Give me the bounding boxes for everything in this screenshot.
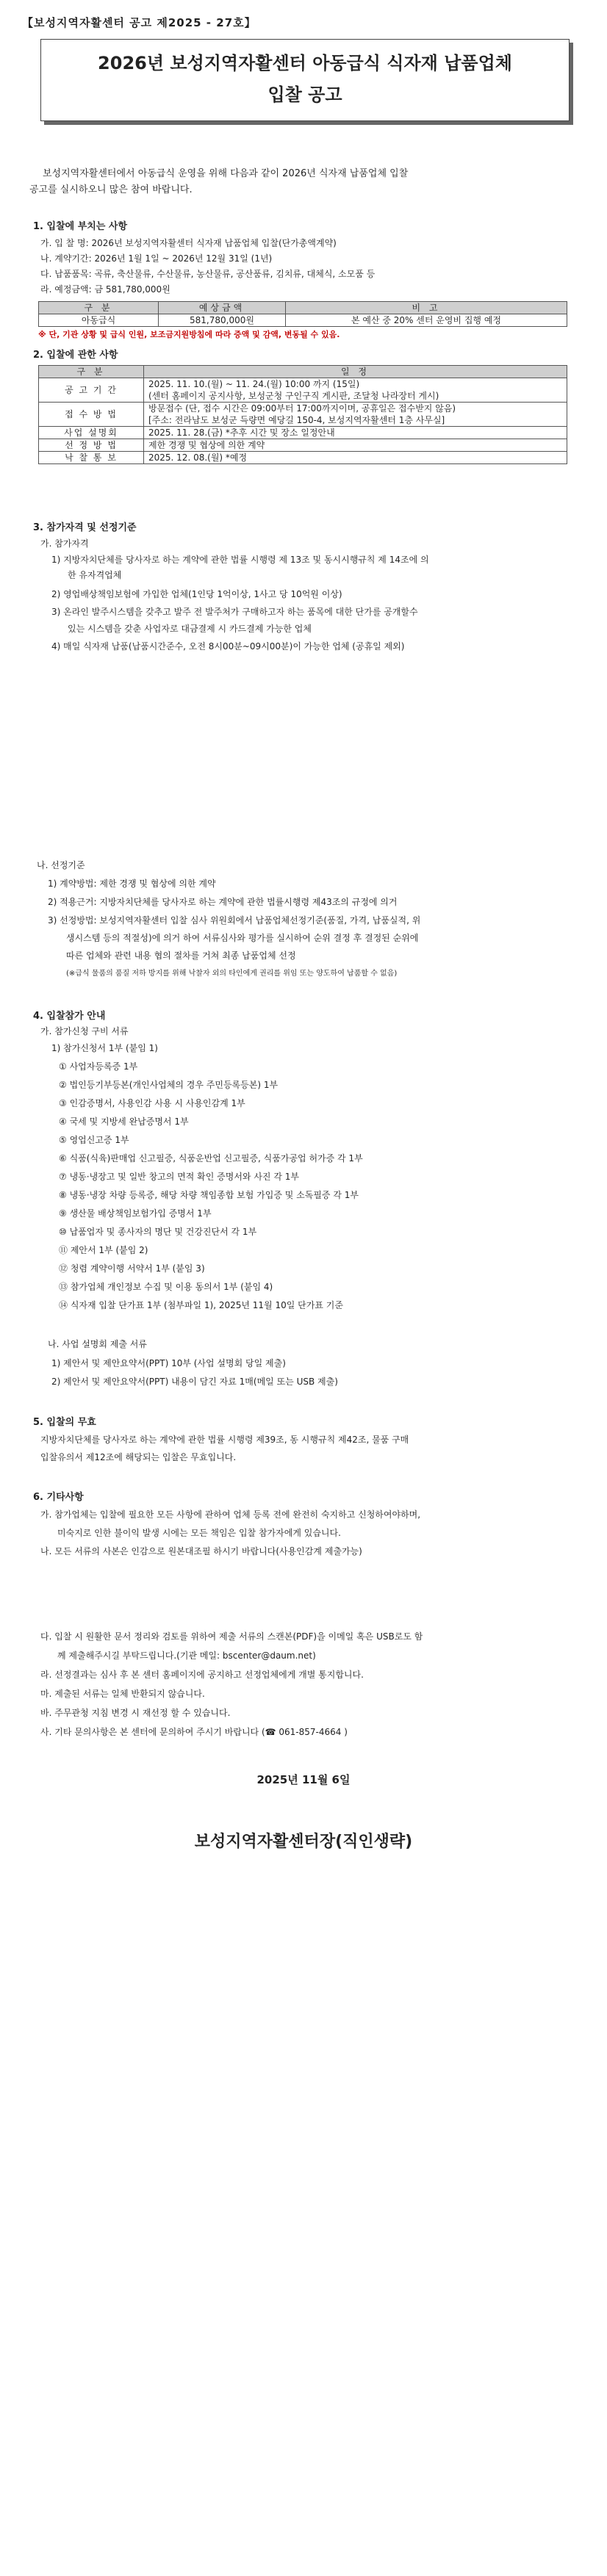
s1-item: 가. 입 찰 명: 2026년 보성지역자활센터 식자재 납품업체 입찰(단가총액계약) — [40, 238, 337, 248]
s1-item: 다. 납품품목: 곡류, 축산물류, 수산물류, 농산물류, 공산품류, 김치류, 대체식, 소모품 등 — [40, 269, 376, 279]
s4-a-sub: 1) 참가신청서 1부 (붙임 1) — [51, 1043, 158, 1053]
s6-line: 가. 참가업체는 입찰에 필요한 모든 사항에 관하여 업체 등록 전에 완전히 숙지하고 신청하여야하며, — [40, 1509, 421, 1520]
table-row-label: 낙 찰 통 보 — [39, 452, 144, 464]
s4-b-item: 1) 제안서 및 제안요약서(PPT) 10부 (사업 설명회 당일 제출) — [51, 1358, 286, 1368]
table-cell: 제한 경쟁 및 협상에 의한 계약 — [144, 439, 567, 452]
schedule-table — [38, 365, 567, 464]
intro-line-2: 공고를 실시하오니 많은 참여 바랍니다. — [29, 184, 193, 195]
s4-doc: ⑤ 영업신고증 1부 — [59, 1135, 129, 1145]
s6-line: 나. 모든 서류의 사본은 인감으로 원본대조필 하시기 바랍니다(사용인감계 제출가능) — [40, 1546, 362, 1556]
s5-line: 지방자치단체를 당사자로 하는 계약에 관한 법률 시행령 제39조, 동 시행규칙 제42조, 물품 구매 — [40, 1435, 409, 1445]
s4-a-title: 가. 참가신청 구비 서류 — [40, 1026, 129, 1036]
section3-heading: 3. 참가자격 및 선정기준 — [33, 522, 137, 533]
s3-a-item: 있는 시스템을 갖춘 사업자로 대금결제 시 카드결제 가능한 업체 — [68, 624, 312, 634]
s3-a-item: 2) 영업배상책임보험에 가입한 업체(1인당 1억이상, 1사고 당 10억원 이상) — [51, 589, 342, 599]
table-cell: 아동급식 — [39, 314, 159, 327]
s3-b-note: (※급식 물품의 품질 저하 방지를 위해 낙찰자 외의 타인에게 권리를 위임 또는 양도하여 납품할 수 없음) — [66, 970, 398, 978]
title-box — [40, 39, 570, 121]
budget-note: ※ 단, 기관 상황 및 급식 인원, 보조금지원방침에 따라 증액 및 감액, 변동될 수 있음. — [38, 330, 340, 339]
s5-line: 입찰유의서 제12조에 해당되는 입찰은 무효입니다. — [40, 1452, 237, 1462]
s3-a-item: 한 유자격업체 — [68, 570, 122, 580]
signature: 보성지역자활센터장(직인생략) — [194, 1833, 413, 1851]
s3-a-item: 1) 지방자치단체를 당사자로 하는 계약에 관한 법률 시행령 제 13조 및 동시시행규칙 제 14조에 의 — [51, 555, 429, 565]
section6-heading: 6. 기타사항 — [33, 1492, 84, 1503]
table-cell: 2025. 11. 28.(금) *추후 시간 및 장소 일정안내 — [144, 427, 567, 439]
s6-line: 사. 기타 문의사항은 본 센터에 문의하여 주시기 바랍니다 (☎ 061-857-4664 ) — [40, 1727, 348, 1737]
table-cell: 본 예산 중 20% 센터 운영비 집행 예정 — [286, 314, 567, 327]
s4-doc: ⑥ 식품(식육)판매업 신고필증, 식품운반업 신고필증, 식품가공업 허가증 각 1부 — [59, 1153, 363, 1163]
s4-doc: ⑦ 냉동·냉장고 및 일반 창고의 면적 확인 증명서와 사진 각 1부 — [59, 1172, 299, 1182]
s3-b-item: 1) 계약방법: 제한 경쟁 및 협상에 의한 계약 — [48, 878, 216, 889]
section4-heading: 4. 입찰참가 안내 — [33, 1011, 106, 1022]
s3-b-item: 따른 업체와 관련 내용 협의 절차를 거쳐 최종 납품업체 선정 — [66, 950, 296, 961]
intro-line-1: 보성지역자활센터에서 아동급식 운영을 위해 다음과 같이 2026년 식자재 납품업체 입찰 — [43, 168, 409, 179]
s4-doc: ⑬ 참가업체 개인정보 수집 및 이용 동의서 1부 (붙임 4) — [59, 1282, 273, 1292]
s4-b-title: 나. 사업 설명회 제출 서류 — [48, 1339, 147, 1349]
notice-number: 【보성지역자활센터 공고 제2025 - 27호】 — [22, 16, 256, 29]
s4-doc: ⑨ 생산물 배상책임보험가입 증명서 1부 — [59, 1208, 212, 1219]
s4-doc: ⑩ 납품업자 및 종사자의 명단 및 건강진단서 각 1부 — [59, 1227, 257, 1237]
s4-doc: ⑭ 식자재 입찰 단가표 1부 (첨부파일 1), 2025년 11월 10일 단가표 기준 — [59, 1300, 343, 1310]
s4-doc: ③ 인감증명서, 사용인감 사용 시 사용인감계 1부 — [59, 1098, 245, 1108]
table-row-label: 선 정 방 법 — [39, 439, 144, 452]
s6-line: 미숙지로 인한 불이익 발생 시에는 모든 책임은 입찰 참가자에게 있습니다. — [57, 1528, 341, 1538]
table-header: 예상금액 — [159, 302, 286, 314]
table-cell: 581,780,000원 — [159, 314, 286, 327]
s3-b-item: 생시스템 등의 적절성)에 의거 하여 서류심사와 평가를 실시하여 순위 결정 후 결정된 순위에 — [66, 933, 419, 943]
budget-table — [38, 301, 567, 327]
table-row-label: 사업 설명회 — [39, 427, 144, 439]
table-header: 비 고 — [286, 302, 567, 314]
table-cell: 2025. 11. 10.(월) ~ 11. 24.(월) 10:00 까지 (15일) (센터 홈페이지 공지사항, 보성군청 구인구직 게시판, 조달청 나라장터 게시) — [144, 378, 567, 403]
s6-line: 마. 제출된 서류는 일체 반환되지 않습니다. — [40, 1689, 205, 1699]
notice-date: 2025년 11월 6일 — [256, 1773, 351, 1786]
s1-item: 라. 예정금액: 금 581,780,000원 — [40, 284, 170, 295]
s6-line: 라. 선정결과는 심사 후 본 센터 홈페이지에 공지하고 선정업체에게 개별 통지합니다. — [40, 1670, 364, 1680]
title-line-1: 2026년 보성지역자활센터 아동급식 식자재 납품업체 — [98, 53, 512, 73]
s3-a-title: 가. 참가자격 — [40, 538, 89, 549]
table-cell: 방문접수 (단, 접수 시간은 09:00부터 17:00까지이며, 공휴일은 접수받지 않음) [주소: 전라남도 보성군 득량면 예당길 150-4, 보성지역자활센터 1층 사무실] — [144, 403, 567, 427]
s1-item: 나. 계약기간: 2026년 1월 1일 ~ 2026년 12월 31일 (1년) — [40, 253, 273, 264]
title-line-2: 입찰 공고 — [267, 84, 342, 105]
table-header: 일 정 — [144, 366, 567, 378]
s4-doc: ② 법인등기부등본(개인사업체의 경우 주민등록등본) 1부 — [59, 1080, 279, 1090]
table-row-label: 공 고 기 간 — [39, 378, 144, 403]
s4-doc: ④ 국세 및 지방세 완납증명서 1부 — [59, 1116, 189, 1127]
s3-b-item: 2) 적용근거: 지방자치단체를 당사자로 하는 계약에 관한 법률시행령 제43조의 규정에 의거 — [48, 897, 398, 907]
s6-line: 바. 주무관청 지침 변경 시 재선정 할 수 있습니다. — [40, 1708, 231, 1718]
s4-b-item: 2) 제안서 및 제안요약서(PPT) 내용이 담긴 자료 1매(메일 또는 USB 제출) — [51, 1377, 338, 1387]
section1-heading: 1. 입찰에 부치는 사항 — [33, 221, 128, 232]
section2-heading: 2. 입찰에 관한 사항 — [33, 350, 118, 361]
table-header: 구 분 — [39, 366, 144, 378]
s6-line: 다. 입찰 시 원활한 문서 정리와 검토를 위하여 제출 서류의 스캔본(PDF)을 이메일 혹은 USB로도 함 — [40, 1631, 423, 1642]
table-header: 구 분 — [39, 302, 159, 314]
s4-doc: ① 사업자등록증 1부 — [59, 1061, 138, 1072]
s4-doc: ⑫ 청렴 계약이행 서약서 1부 (붙임 3) — [59, 1263, 205, 1274]
s3-a-item: 4) 매일 식자재 납품(납품시간준수, 오전 8시00분~09시00분)이 가능한 업체 (공휴일 제외) — [51, 641, 405, 652]
s4-doc: ⑪ 제안서 1부 (붙임 2) — [59, 1245, 148, 1255]
s3-b-item: 3) 선정방법: 보성지역자활센터 입찰 심사 위원회에서 납품업체선정기준(품질, 가격, 납품실적, 위 — [48, 915, 421, 926]
section5-heading: 5. 입찰의 무효 — [33, 1417, 96, 1428]
s4-doc: ⑧ 냉동·냉장 차량 등록증, 해당 차량 책임종합 보험 가입증 및 소독필증 각 1부 — [59, 1190, 359, 1200]
s3-b-title: 나. 선정기준 — [37, 860, 85, 870]
table-cell: 2025. 12. 08.(월) *예정 — [144, 452, 567, 464]
s6-line: 께 제출해주시길 부탁드립니다.(기관 메일: bscenter@daum.net) — [57, 1650, 316, 1661]
s3-a-item: 3) 온라인 발주시스템을 갖추고 발주 전 발주처가 구매하고자 하는 품목에 대한 단가를 공개할수 — [51, 607, 418, 617]
table-row-label: 접 수 방 법 — [39, 403, 144, 427]
